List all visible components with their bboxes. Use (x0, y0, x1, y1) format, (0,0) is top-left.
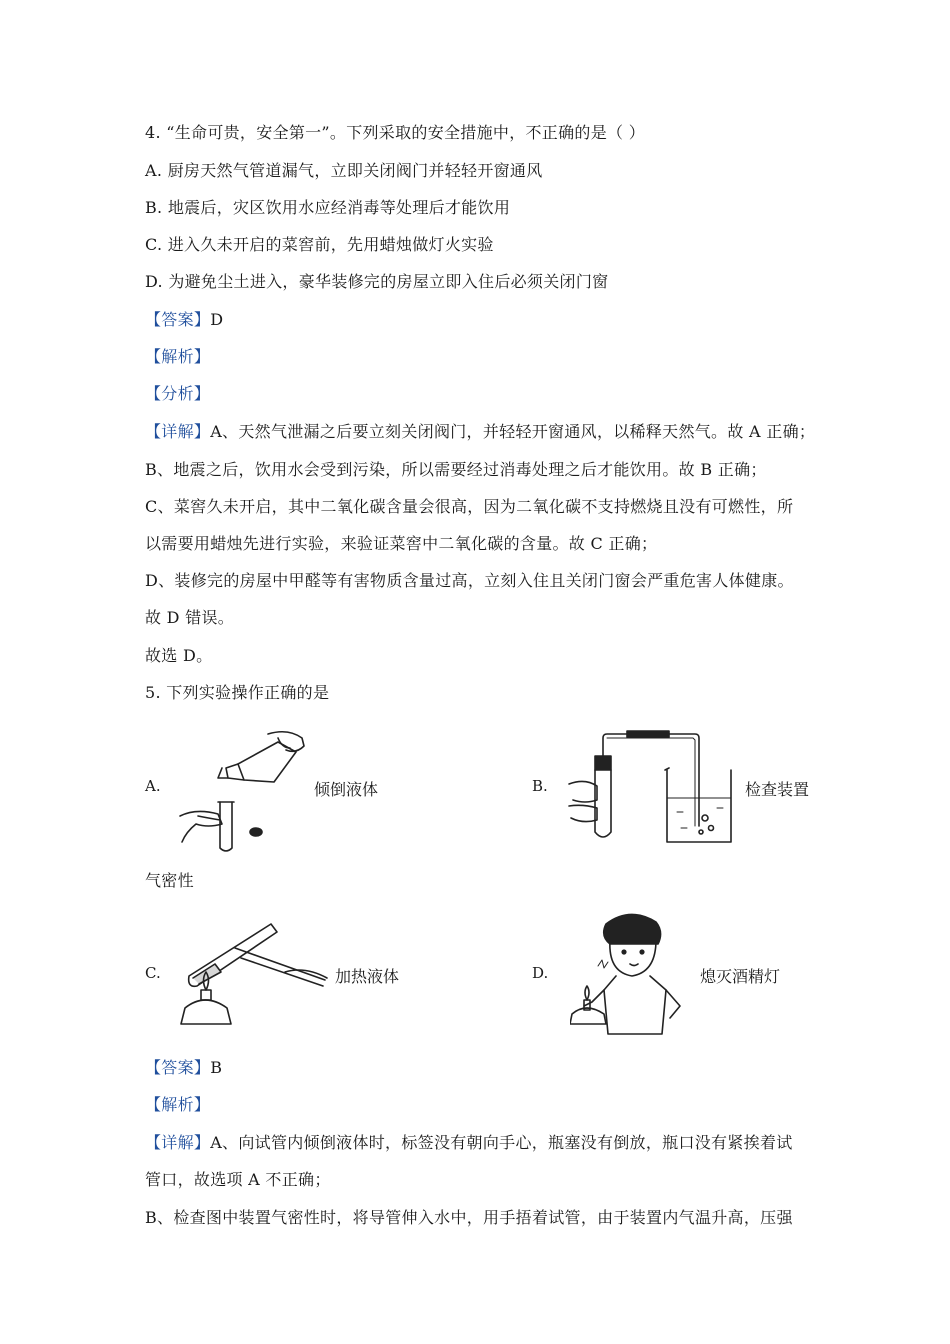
q4-answer (145, 309, 223, 331)
detail-text: A、天然气泄漏之后要立刻关闭阀门，并轻轻开窗通风，以稀释天然气。故 A 正确； (210, 422, 816, 441)
q4-detail-line: D、装修完的房屋中甲醛等有害物质含量过高，立刻入住且关闭门窗会严重危害人体健康。 (145, 571, 794, 590)
q4-option-d: D. 为避免尘土进入，豪华装修完的房屋立即入住后必须关闭门窗 (145, 272, 609, 291)
q4-detail-line: C、菜窖久未开启，其中二氧化碳含量会很高，因为二氧化碳不支持燃烧且没有可燃性，所 (145, 497, 794, 516)
detail-tag: 【详解】 (145, 422, 211, 441)
extinguishing-lamp-illustration (570, 910, 690, 1040)
q5-answer (145, 1057, 222, 1079)
q5-option-b-label: B. (532, 777, 548, 795)
q5-option-a-caption: 倾倒液体 (314, 780, 379, 799)
pouring-liquid-illustration (178, 724, 308, 854)
detail-tag: 【详解】 (145, 1133, 211, 1152)
answer-value: D (210, 310, 224, 329)
q4-detail-line: 故 D 错误。 (145, 608, 235, 627)
q4-conclusion: 故选 D。 (145, 646, 213, 665)
q4-detail-line (145, 421, 815, 443)
answer-value: B (210, 1058, 223, 1077)
q5-stem: 5. 下列实验操作正确的是 (145, 683, 330, 702)
q5-option-a-label: A. (145, 777, 161, 795)
q4-option-c: C. 进入久未开启的菜窖前，先用蜡烛做灯火实验 (145, 235, 494, 254)
q5-option-b-caption-cont: 气密性 (145, 871, 194, 890)
q5-detail-line (145, 1132, 793, 1154)
q4-detail-line: 以需要用蜡烛先进行实验，来验证菜窖中二氧化碳的含量。故 C 正确； (145, 534, 658, 553)
q5-option-c-caption: 加热液体 (335, 967, 400, 986)
q5-detail-line: B、检查图中装置气密性时，将导管伸入水中，用手捂着试管，由于装置内气温升高，压强 (145, 1208, 793, 1227)
answer-tag: 【答案】 (145, 310, 211, 329)
q5-option-b-caption: 检查装置 (745, 780, 810, 799)
q5-option-d-label: D. (532, 964, 549, 982)
q4-option-b: B. 地震后，灾区饮用水应经消毒等处理后才能饮用 (145, 198, 511, 217)
q5-option-d-caption: 熄灭酒精灯 (700, 967, 781, 986)
heating-liquid-illustration (175, 918, 335, 1030)
q4-fenxi-tag: 【分析】 (145, 384, 211, 403)
answer-tag: 【答案】 (145, 1058, 211, 1077)
q4-detail-line: B、地震之后，饮用水会受到污染，所以需要经过消毒处理之后才能饮用。故 B 正确； (145, 460, 767, 479)
detail-text: A、向试管内倾倒液体时，标签没有朝向手心，瓶塞没有倒放，瓶口没有紧挨着试 (210, 1133, 793, 1152)
q4-analysis-tag: 【解析】 (145, 347, 211, 366)
airtightness-check-illustration (565, 728, 740, 848)
q4-option-a: A. 厨房天然气管道漏气，立即关闭阀门并轻轻开窗通风 (145, 161, 543, 180)
q5-option-c-label: C. (145, 964, 161, 982)
q5-analysis-tag: 【解析】 (145, 1095, 211, 1114)
q4-stem: 4. “生命可贵，安全第一”。下列采取的安全措施中，不正确的是（ ） (145, 123, 645, 142)
q5-detail-line: 管口，故选项 A 不正确； (145, 1170, 331, 1189)
